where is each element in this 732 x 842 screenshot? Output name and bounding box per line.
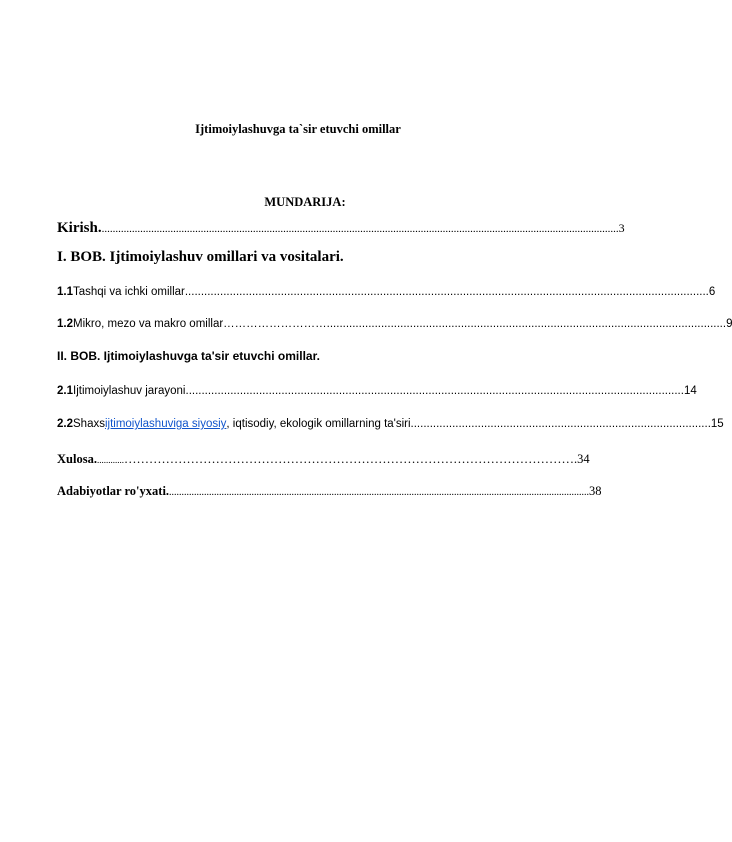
- toc-section-number: 1.2: [57, 318, 73, 330]
- toc-chapter-label: II. BOB. Ijtimoiylashuvga ta'sir etuvchi omillar.: [57, 349, 320, 363]
- toc-entry-xulosa[interactable]: [57, 452, 590, 467]
- toc-page-number: 38: [589, 484, 602, 498]
- toc-page-number: 3: [618, 221, 625, 235]
- toc-leader-dots: ............................................................................................................................................................................................: [101, 223, 619, 235]
- toc-leader-dots: ............................................................................................................................................................: [185, 385, 684, 397]
- toc-entry-kirish[interactable]: [57, 220, 625, 237]
- toc-entry-link[interactable]: ijtimoiylashuviga siyosiy: [104, 418, 227, 430]
- toc-entry-label: Kirish.: [57, 220, 102, 236]
- toc-entry-label: Ijtimoiylashuv jarayoni: [73, 385, 186, 397]
- toc-page-number: 9: [726, 318, 732, 330]
- toc-chapter-2[interactable]: [57, 349, 320, 363]
- toc-leader-dots: ........................................................................................................................................................................: [169, 487, 590, 498]
- toc-page-number: 34: [577, 452, 590, 466]
- toc-entry-label: Tashqi va ichki omillar: [73, 286, 185, 298]
- toc-page-number: 15: [710, 418, 724, 430]
- toc-leader-dots: ............……………………………………………………………………………………………….: [96, 452, 578, 466]
- toc-entry-2-1[interactable]: [57, 385, 697, 397]
- toc-entry-1-2[interactable]: [57, 318, 732, 330]
- toc-entry-label: Xulosa.: [57, 452, 97, 466]
- contents-heading: MUNDARIJA:: [264, 195, 346, 209]
- toc-section-number: 1.1: [57, 286, 73, 298]
- toc-leader-dots: ……………………….............................................................................................................................: [223, 318, 727, 330]
- toc-entry-label: Adabiyotlar ro'yxati.: [57, 484, 170, 498]
- toc-page-number: 6: [708, 286, 716, 298]
- toc-leader-dots: ....................................................................................................................................................................: [184, 286, 709, 298]
- toc-entry-adabiyotlar[interactable]: [57, 484, 602, 499]
- toc-chapter-label: I. BOB. Ijtimoiylashuv omillari va vositalari.: [57, 249, 344, 265]
- toc-entry-2-2[interactable]: [57, 418, 724, 430]
- toc-page-number: 14: [683, 385, 697, 397]
- toc-section-number: 2.1: [57, 385, 73, 397]
- toc-chapter-1[interactable]: [57, 249, 344, 266]
- toc-entry-label-rest: , iqtisodiy, ekologik omillarning ta'siri: [226, 418, 411, 430]
- toc-entry-1-1[interactable]: [57, 286, 716, 298]
- toc-leader-dots: ..............................................................................................: [410, 418, 711, 430]
- document-title: Ijtimoiylashuvga ta`sir etuvchi omillar: [195, 122, 401, 136]
- toc-section-number: 2.2: [57, 418, 73, 430]
- toc-entry-label: Shaxs: [73, 418, 105, 430]
- toc-entry-label: Mikro, mezo va makro omillar: [73, 318, 224, 330]
